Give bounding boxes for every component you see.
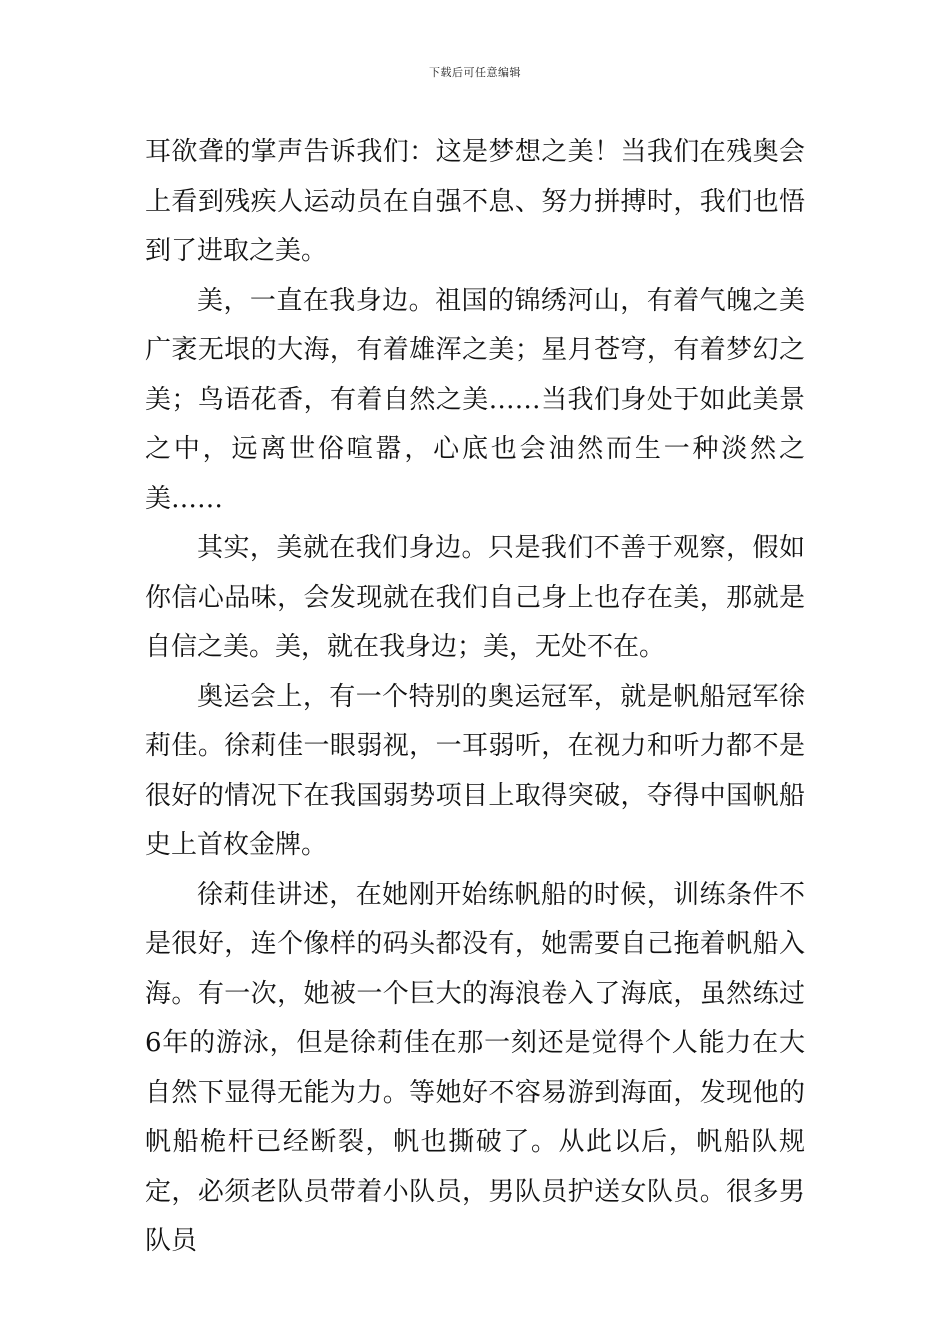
paragraph-3: 其实，美就在我们身边。只是我们不善于观察，假如你信心品味，会发现就在我们自己身上也存在美，那就是自信之美。美，就在我身边；美，无处不在。	[145, 533, 805, 662]
paragraph-2: 美，一直在我身边。祖国的锦绣河山，有着气魄之美广袤无垠的大海，有着雄浑之美；星月苍穹，有着梦幻之美；鸟语花香，有着自然之美……当我们身处于如此美景之中，远离世俗喧嚣，心底也会油然而生一种淡然之美……	[145, 285, 805, 514]
page-header: 下载后可任意编辑	[429, 66, 521, 79]
paragraph-1: 耳欲聋的掌声告诉我们：这是梦想之美！当我们在残奥会上看到残疾人运动员在自强不息、努力拼搏时，我们也悟到了进取之美。	[145, 137, 805, 266]
document-body	[145, 128, 805, 1267]
paragraph-4: 奥运会上，有一个特别的奥运冠军，就是帆船冠军徐莉佳。徐莉佳一眼弱视，一耳弱听，在视力和听力都不是很好的情况下在我国弱势项目上取得突破，夺得中国帆船史上首枚金牌。	[145, 681, 805, 860]
paragraph-5: 徐莉佳讲述，在她刚开始练帆船的时候，训练条件不是很好，连个像样的码头都没有，她需要自己拖着帆船入海。有一次，她被一个巨大的海浪卷入了海底，虽然练过6年的游泳，但是徐莉佳在那一刻还是觉得个人能力在大自然下显得无能为力。等她好不容易游到海面，发现他的帆船桅杆已经断裂，帆也撕破了。从此以后，帆船队规定，必须老队员带着小队员，男队员护送女队员。很多男队员	[145, 879, 805, 1256]
